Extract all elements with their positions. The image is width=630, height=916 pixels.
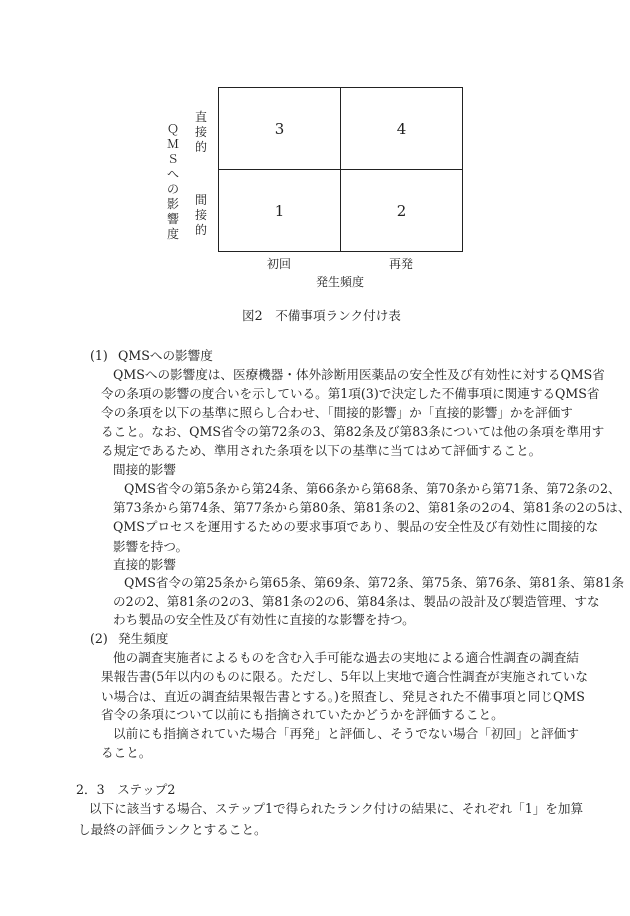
paragraph-line: い場合は、直近の調査結果報告書とする。)を照査し、発見された不備事項と同じQMS <box>101 689 585 704</box>
paragraph-line: わち製品の安全性及び有効性に直接的な影響を持つ。 <box>113 612 415 627</box>
step2-heading: 2．3 ステップ2 <box>76 782 176 797</box>
paragraph-line: 第73条から第74条、第77条から第80条、第81条の2、第81条の2の4、第81条の2の5は、 <box>113 500 630 515</box>
cell-indirect-first: 1 <box>274 201 285 220</box>
paragraph-line: QMS省令の第25条から第65条、第69条、第72条、第75条、第76条、第81条、第81条 <box>124 575 625 590</box>
paragraph-line: 令の条項を以下の基準に照らし合わせ、「間接的影響」か「直接的影響」かを評価す <box>101 405 573 420</box>
cell-indirect-repeat: 2 <box>396 201 407 220</box>
x-label-repeat: 再発 <box>389 257 414 271</box>
y-label-direct: 直接的 <box>194 110 207 154</box>
paragraph-line: 令の条項の影響の度合いを示している。第1項(3)で決定した不備事項に関連するQMS省 <box>101 386 600 401</box>
paragraph-line: 省令の条項について以前にも指摘されていたかどうかを評価すること。 <box>101 707 504 722</box>
paragraph-line: 果報告書(5年以内のものに限る。ただし、5年以上実地で適合性調査が実施されていな <box>101 669 588 684</box>
section2-title: 発生頻度 <box>118 631 169 646</box>
rank-matrix-grid <box>218 87 463 252</box>
paragraph-line: QMSへの影響度は、医療機器・体外診断用医薬品の安全性及び有効性に対するQMS省 <box>113 367 605 382</box>
paragraph-line: QMSプロセスを運用するための要求事項であり、製品の安全性及び有効性に間接的な <box>113 519 599 534</box>
figure-caption: 図2 不備事項ランク付け表 <box>242 308 401 323</box>
y-label-indirect: 間接的 <box>194 193 207 237</box>
indirect-impact-heading: 間接的影響 <box>113 462 176 477</box>
cell-direct-first: 3 <box>274 119 285 138</box>
x-axis-title: 発生頻度 <box>316 275 365 289</box>
paragraph-line: 他の調査実施者によるものを含む入手可能な過去の実地による適合性調査の調査結 <box>113 650 579 665</box>
paragraph-line: ること。なお、QMS省令の第72条の3、第82条及び第83条については他の条項を準用す <box>101 424 605 439</box>
paragraph-line: し最終の評価ランクとすること。 <box>78 822 267 837</box>
paragraph-line: 影響を持つ。 <box>113 539 189 554</box>
section2-number: (2) <box>90 631 108 646</box>
section1-title: QMSへの影響度 <box>118 348 213 363</box>
y-axis-title: ＱＭＳへの影響度 <box>166 122 179 241</box>
cell-direct-repeat: 4 <box>396 119 407 138</box>
section1-number: (1) <box>90 348 108 363</box>
paragraph-line: ること。 <box>101 745 152 760</box>
paragraph-line: QMS省令の第5条から第24条、第66条から第68条、第70条から第71条、第72条の2、 <box>124 481 621 496</box>
paragraph-line: 以前にも指摘されていた場合「再発」と評価し、そうでない場合「初回」と評価す <box>113 726 579 741</box>
paragraph-line: の2の2、第81条の2の3、第81条の2の6、第84条は、製品の設計及び製造管理、すな <box>113 594 600 609</box>
paragraph-line: 以下に該当する場合、ステップ1で得られたランク付けの結果に、それぞれ「1」を加算 <box>89 801 584 816</box>
paragraph-line: る規定であるため、準用された条項を以下の基準に当てはめて評価すること。 <box>101 443 542 458</box>
x-label-first: 初回 <box>267 257 292 271</box>
direct-impact-heading: 直接的影響 <box>113 557 176 572</box>
